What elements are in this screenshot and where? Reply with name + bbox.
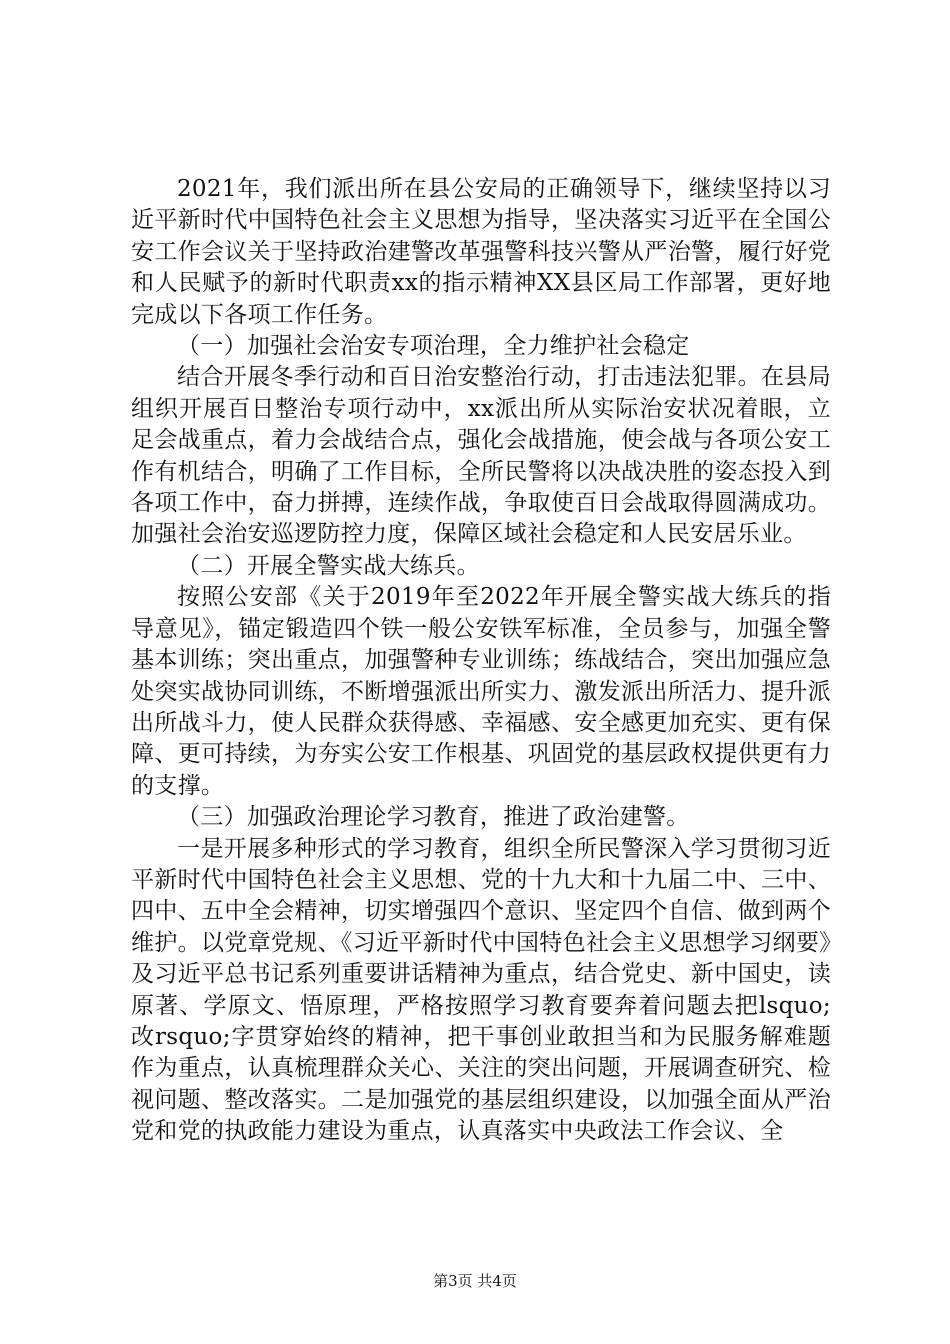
- intro-paragraph: 2021年，我们派出所在县公安局的正确领导下，继续坚持以习近平新时代中国特色社会主义思想为指导，坚决落实习近平在全国公安工作会议关于坚持政治建警改革强警科技兴警从严治警，履行好党和人民赋予的新时代职责xx的指示精神XX县区局工作部署，更好地完成以下各项工作任务。: [131, 176, 831, 328]
- document-body: [131, 174, 831, 1148]
- section-heading-1: （一）加强社会治安专项治理，全力维护社会稳定: [177, 333, 690, 360]
- section-heading-3: （三）加强政治理论学习教育，推进了政治建警。: [177, 804, 690, 831]
- section-body-2: 按照公安部《关于2019年至2022年开展全警实战大练兵的指导意见》，锚定锻造四个铁一般公安铁军标准，全员参与，加强全警基本训练；突出重点，加强警种专业训练；练战结合，突出加强应急处突实战协同训练，不断增强派出所实力、激发派出所活力、提升派出所战斗力，使人民群众获得感、幸福感、安全感更加充实、更有保障、更可持续，为夯实公安工作根基、巩固党的基层政权提供更有力的支撑。: [131, 584, 831, 799]
- section-body-1: 结合开展冬季行动和百日治安整治行动，打击违法犯罪。在县局组织开展百日整治专项行动中，xx派出所从实际治安状况着眼，立足会战重点，着力会战结合点，强化会战措施，使会战与各项公安工作有机结合，明确了工作目标，全所民警将以决战决胜的姿态投入到各项工作中，奋力拼搏，连续作战，争取使百日会战取得圆满成功。加强社会治安巡逻防控力度，保障区域社会稳定和人民安居乐业。: [131, 364, 831, 548]
- section-heading-2: （二）开展全警实战大练兵。: [177, 552, 480, 579]
- page-number-footer: 第3页 共4页: [433, 1272, 517, 1290]
- section-body-3: 一是开展多种形式的学习教育，组织全所民警深入学习贯彻习近平新时代中国特色社会主义思想、党的十九大和十九届二中、三中、四中、五中全会精神，切实增强四个意识、坚定四个自信、做到两个维护。以党章党规、《习近平新时代中国特色社会主义思想学习纲要》及习近平总书记系列重要讲话精神为重点，结合党史、新中国史，读原著、学原文、悟原理，严格按照学习教育要奔着问题去把lsquo;改rsquo;字贯穿始终的精神，把干事创业敢担当和为民服务解难题作为重点，认真梳理群众关心、关注的突出问题，开展调查研究、检视问题、整改落实。二是加强党的基层组织建设，以加强全面从严治党和党的执政能力建设为重点，认真落实中央政法工作会议、全: [131, 835, 831, 1145]
